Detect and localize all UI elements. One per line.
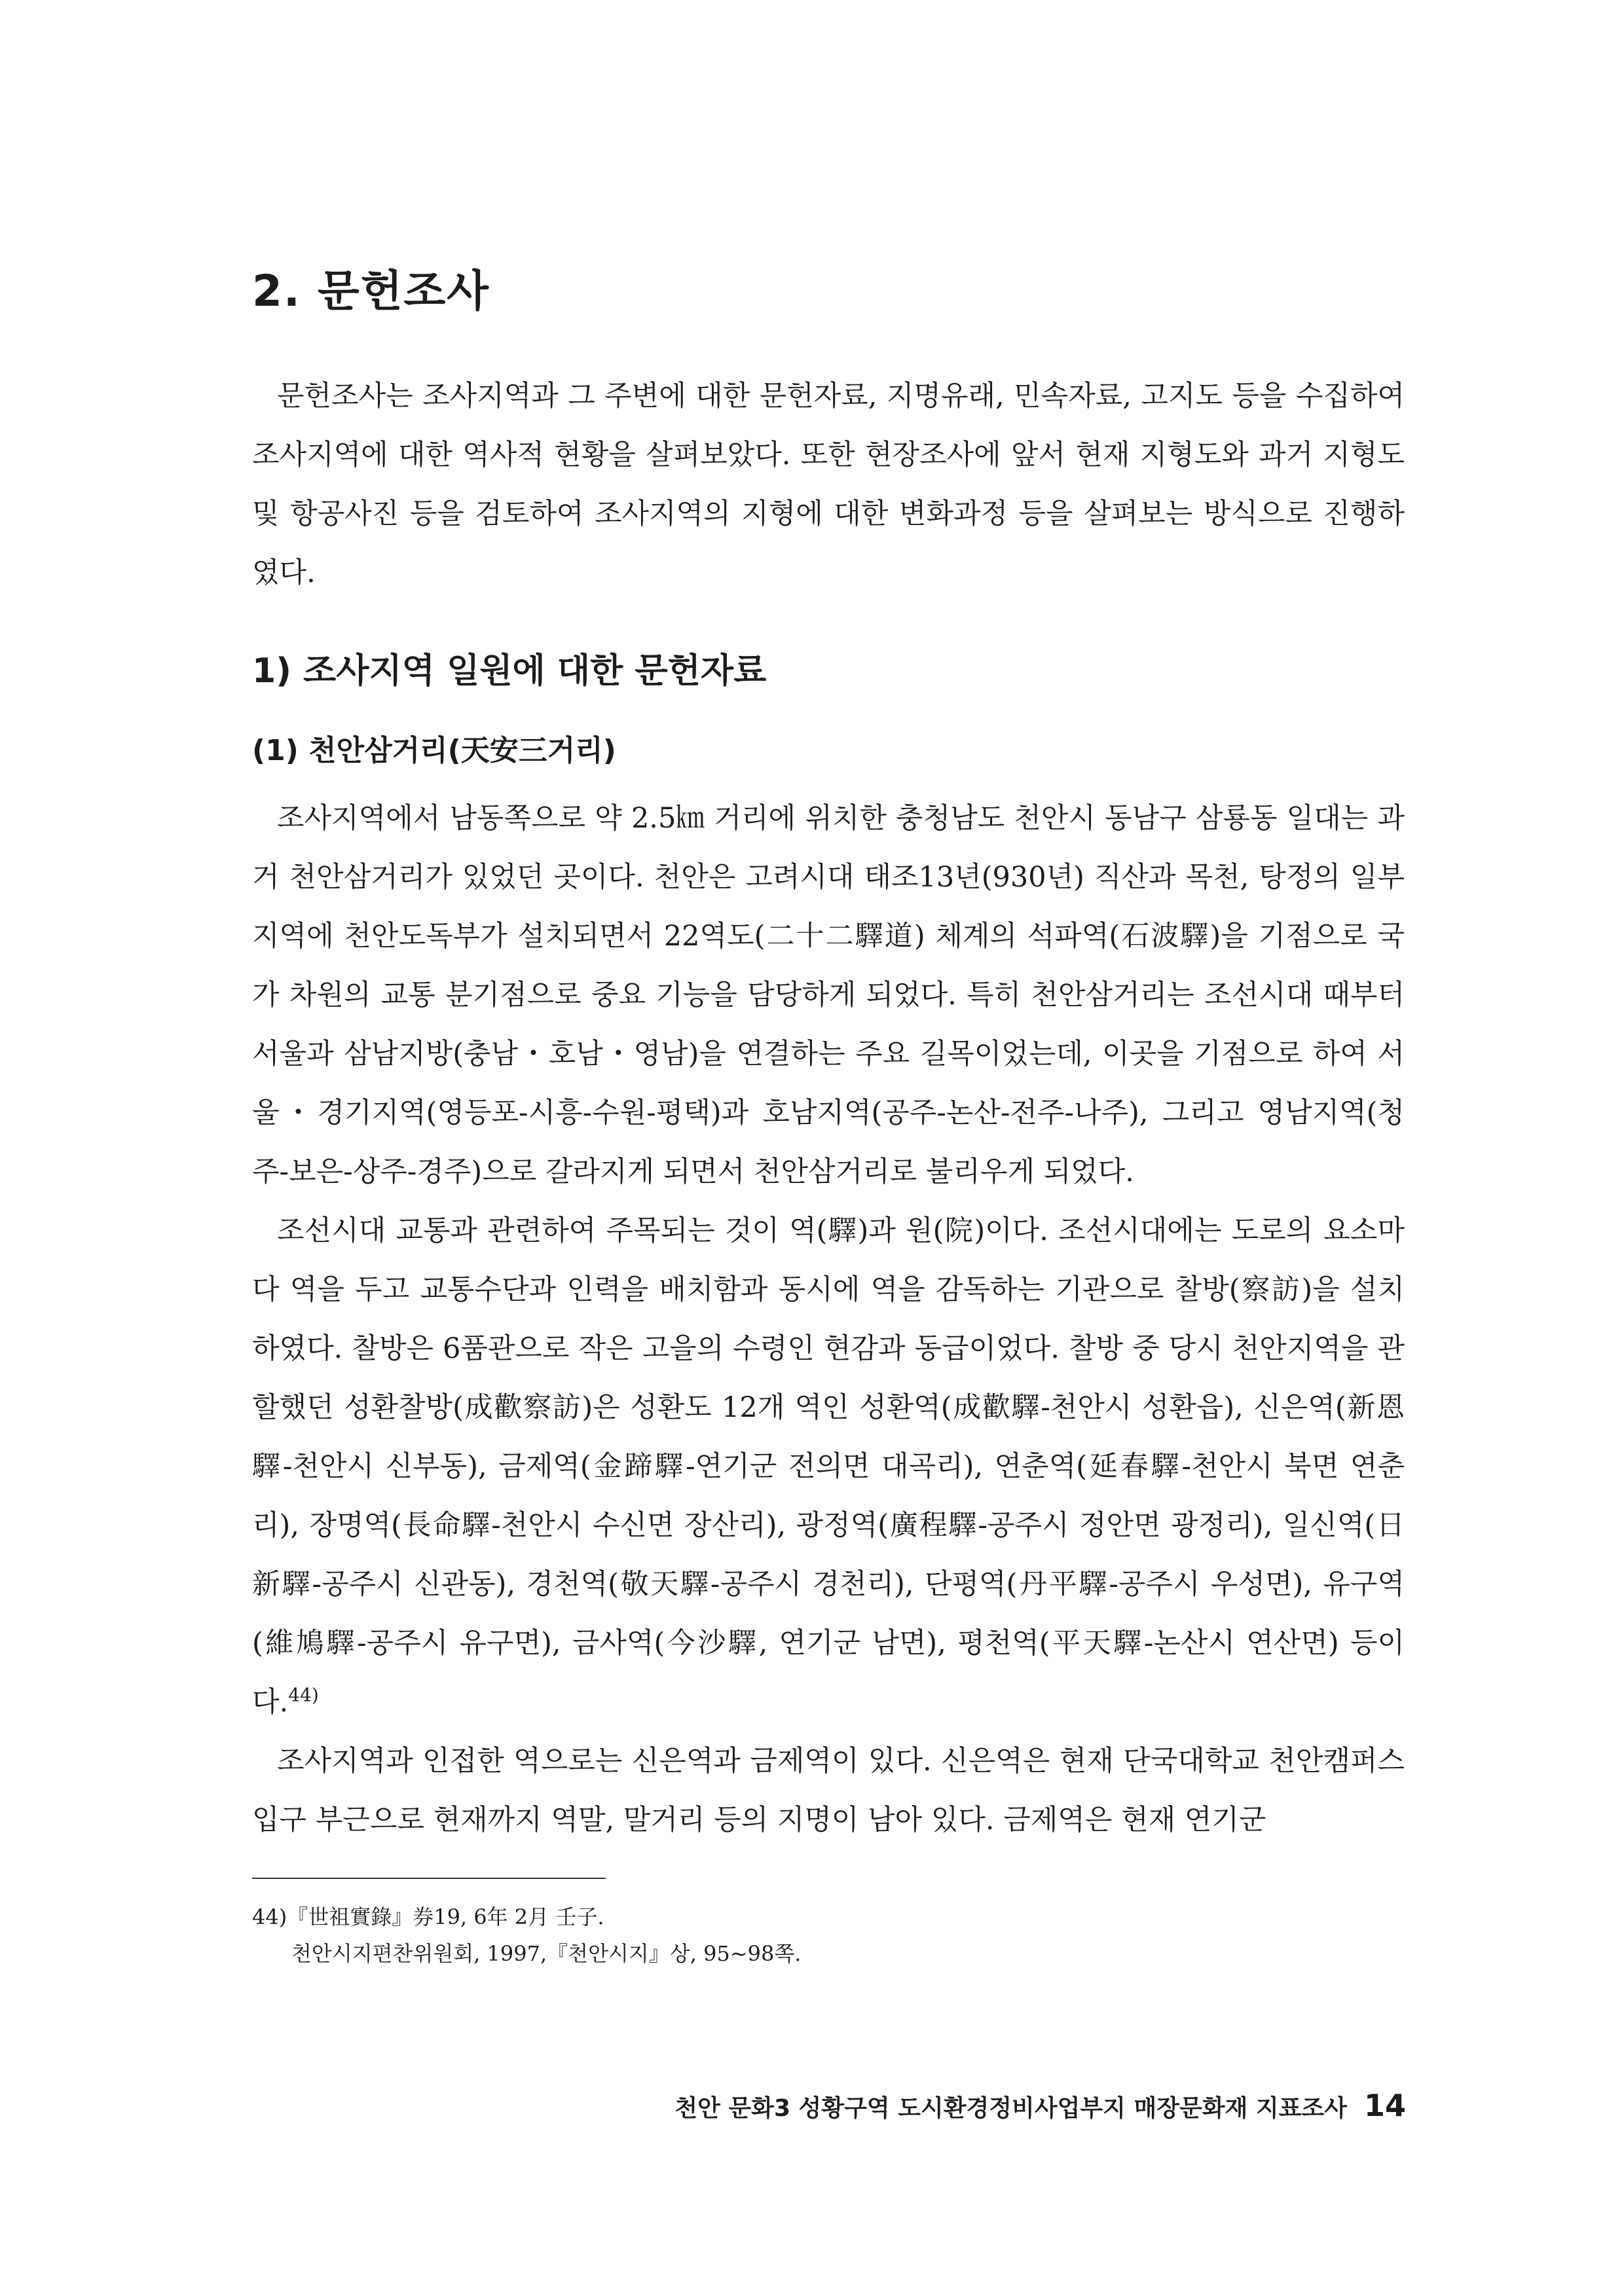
footnote-line-1: 44)『世祖實錄』券19, 6年 2月 壬子. xyxy=(252,1904,604,1929)
body-paragraph-2-text: 조선시대 교통과 관련하여 주목되는 것이 역(驛)과 원(院)이다. 조선시대에는 도로의 요소마다 역을 두고 교통수단과 인력을 배치함과 동시에 역을 감독하는 기관으로 찰방(察訪)을 설치하였다. 찰방은 6품관으로 작은 고을의 수령인 현감과 동급이었다. 찰방 중 당시 천안지역을 관할했던 성환찰방(成歡察訪)은 성환도 12개 역인 성환역(成歡驛-천안시 성환읍), 신은역(新恩驛-천안시 신부동), 금제역(金蹄驛-연기군 전의면 대곡리), 연춘역(延春驛-천안시 북면 연춘리), 장명역(長命驛-천안시 수신면 장산리), 광정역(廣程驛-공주시 정안면 광정리), 일신역(日新驛-공주시 신관동), 경천역(敬天驛-공주시 경천리), 단평역(丹平驛-공주시 우성면), 유구역(維鳩驛-공주시 유구면), 금사역(今沙驛, 연기군 남면), 평천역(平天驛-논산시 연산면) 등이다. xyxy=(252,1214,1405,1719)
body-text-block xyxy=(252,789,1405,1850)
subsection-title: 1) 조사지역 일원에 대한 문헌자료 xyxy=(252,651,767,691)
footnote-reference: 44) xyxy=(288,1684,319,1706)
page-number: 14 xyxy=(1363,2088,1406,2123)
footnote-divider xyxy=(252,1878,606,1879)
body-paragraph-3: 조사지역과 인접한 역으로는 신은역과 금제역이 있다. 신은역은 현재 단국대학교 천안캠퍼스 입구 부근으로 현재까지 역말, 말거리 등의 지명이 남아 있다. 금제역은 현재 연기군 xyxy=(252,1745,1405,1836)
footnote xyxy=(252,1899,1405,1972)
section-title: 2. 문헌조사 xyxy=(252,266,490,316)
body-paragraph-1: 조사지역에서 남동쪽으로 약 2.5㎞ 거리에 위치한 충청남도 천안시 동남구 삼룡동 일대는 과거 천안삼거리가 있었던 곳이다. 천안은 고려시대 태조13년(930년) 직산과 목천, 탕정의 일부 지역에 천안도독부가 설치되면서 22역도(二十二驛道) 체계의 석파역(石波驛)을 기점으로 국가 차원의 교통 분기점으로 중요 기능을 담당하게 되었다. 특히 천안삼거리는 조선시대 때부터 서울과 삼남지방(충남・호남・영남)을 연결하는 주요 길목이었는데, 이곳을 기점으로 하여 서울・경기지역(영등포-시흥-수원-평택)과 호남지역(공주-논산-전주-나주), 그리고 영남지역(청주-보은-상주-경주)으로 갈라지게 되면서 천안삼거리로 불리우게 되었다. xyxy=(252,802,1405,1188)
subsubsection-title: (1) 천안삼거리(天安三거리) xyxy=(252,734,616,767)
running-footer xyxy=(589,2086,1406,2128)
footer-title: 천안 문화3 성황구역 도시환경정비사업부지 매장문화재 지표조사 xyxy=(674,2095,1347,2122)
intro-paragraph: 문헌조사는 조사지역과 그 주변에 대한 문헌자료, 지명유래, 민속자료, 고지도 등을 수집하여 조사지역에 대한 역사적 현황을 살펴보았다. 또한 현장조사에 앞서 현재 지형도와 과거 지형도 및 항공사진 등을 검토하여 조사지역의 지형에 대한 변화과정 등을 살펴보는 방식으로 진행하였다. xyxy=(252,380,1405,589)
body-paragraph-2 xyxy=(252,1201,1405,1732)
footnote-line-2: 천안시지편찬위원회, 1997,『천안시지』상, 95~98쪽. xyxy=(291,1941,802,1966)
